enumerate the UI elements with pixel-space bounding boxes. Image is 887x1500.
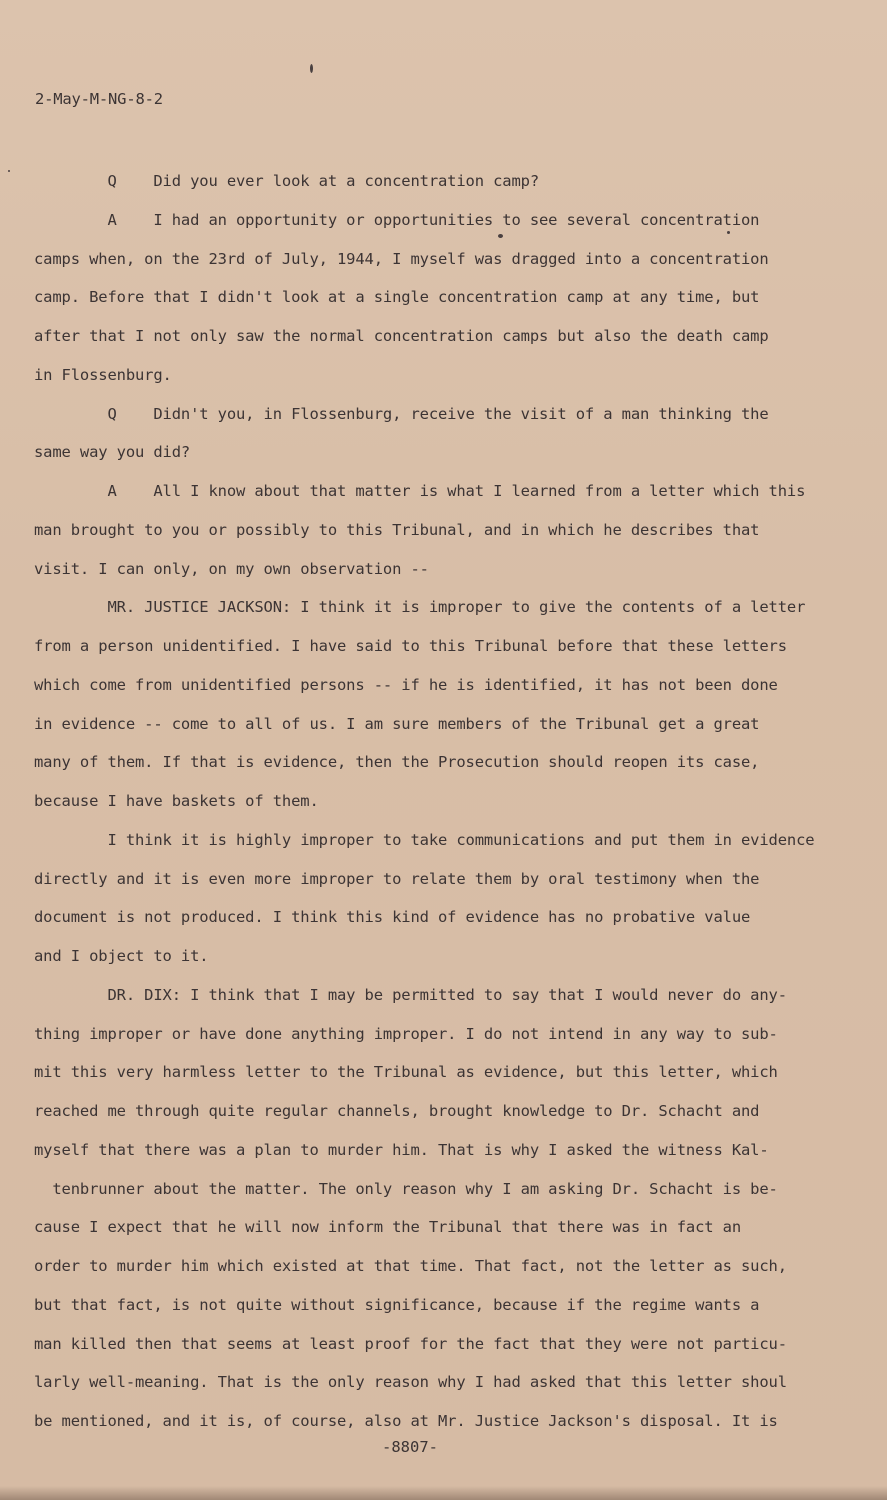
transcript-line: from a person unidentified. I have said to this Tribunal before that these letters — [34, 637, 787, 655]
transcript-line: I think it is highly improper to take communications and put them in evidence — [34, 830, 815, 849]
transcript-line: same way you did? — [34, 443, 191, 462]
transcript-line: man killed then that seems at least proof for the fact that they were not particu- — [34, 1334, 787, 1353]
transcript-line: Q Didn't you, in Flossenburg, receive the visit of a man thinking the — [34, 404, 769, 423]
transcript-line: because I have baskets of them. — [34, 792, 319, 810]
page-number: -8807- — [382, 1438, 438, 1456]
transcript-line: myself that there was a plan to murder him. That is why I asked the witness Kal- — [34, 1140, 769, 1159]
transcript-line: many of them. If that is evidence, then the Prosecution should reopen its case, — [34, 753, 760, 772]
transcript-line: reached me through quite regular channels, brought knowledge to Dr. Schacht and — [34, 1102, 760, 1120]
transcript-line: which come from unidentified persons -- if he is identified, it has not been done — [34, 675, 778, 694]
transcript-line: larly well-meaning. That is the only reason why I had asked that this letter shoul — [34, 1373, 787, 1392]
transcript-line: order to murder him which existed at that time. That fact, not the letter as such, — [34, 1257, 787, 1275]
transcript-line: visit. I can only, on my own observation -- — [34, 559, 429, 578]
transcript-line: but that fact, is not quite without significance, because if the regime wants a — [34, 1295, 760, 1314]
transcript-line: man brought to you or possibly to this Tribunal, and in which he describes that — [34, 520, 760, 539]
transcript-line: MR. JUSTICE JACKSON: I think it is improper to give the contents of a letter — [34, 598, 806, 617]
transcript-line: document is not produced. I think this kind of evidence has no probative value — [34, 908, 751, 927]
page-identifier: 2-May-M-NG-8-2 — [35, 90, 163, 108]
transcript-line: in evidence -- come to all of us. I am sure members of the Tribunal get a great — [34, 714, 760, 733]
transcript-line: thing improper or have done anything improper. I do not intend in any way to sub- — [34, 1024, 778, 1043]
transcript-line: tenbrunner about the matter. The only reason why I am asking Dr. Schacht is be- — [34, 1179, 778, 1198]
transcript-line: mit this very harmless letter to the Tribunal as evidence, but this letter, which — [34, 1063, 778, 1082]
transcript-line: cause I expect that he will now inform the Tribunal that there was in fact an — [34, 1218, 741, 1237]
transcript-line: A All I know about that matter is what I learned from a letter which this — [34, 482, 806, 500]
page-bottom-edge — [0, 1486, 887, 1500]
ink-speck — [8, 170, 10, 172]
transcript-line: after that I not only saw the normal concentration camps but also the death camp — [34, 327, 769, 345]
transcript-line: in Flossenburg. — [34, 365, 172, 384]
transcript-line: camp. Before that I didn't look at a single concentration camp at any time, but — [34, 288, 760, 307]
transcript-line: Q Did you ever look at a concentration camp? — [34, 172, 539, 190]
ink-speck — [727, 231, 730, 234]
transcript-line: A I had an opportunity or opportunities to see several concentration — [34, 210, 760, 229]
ink-speck — [310, 64, 313, 73]
transcript-line: and I object to it. — [34, 947, 209, 965]
transcript-line: directly and it is even more improper to relate them by oral testimony when the — [34, 869, 760, 888]
transcript-line: DR. DIX: I think that I may be permitted to say that I would never do any- — [34, 985, 787, 1004]
ink-speck — [498, 234, 503, 238]
transcript-line: be mentioned, and it is, of course, also at Mr. Justice Jackson's disposal. It is — [34, 1412, 778, 1430]
transcript-line: camps when, on the 23rd of July, 1944, I myself was dragged into a concentration — [34, 249, 769, 268]
